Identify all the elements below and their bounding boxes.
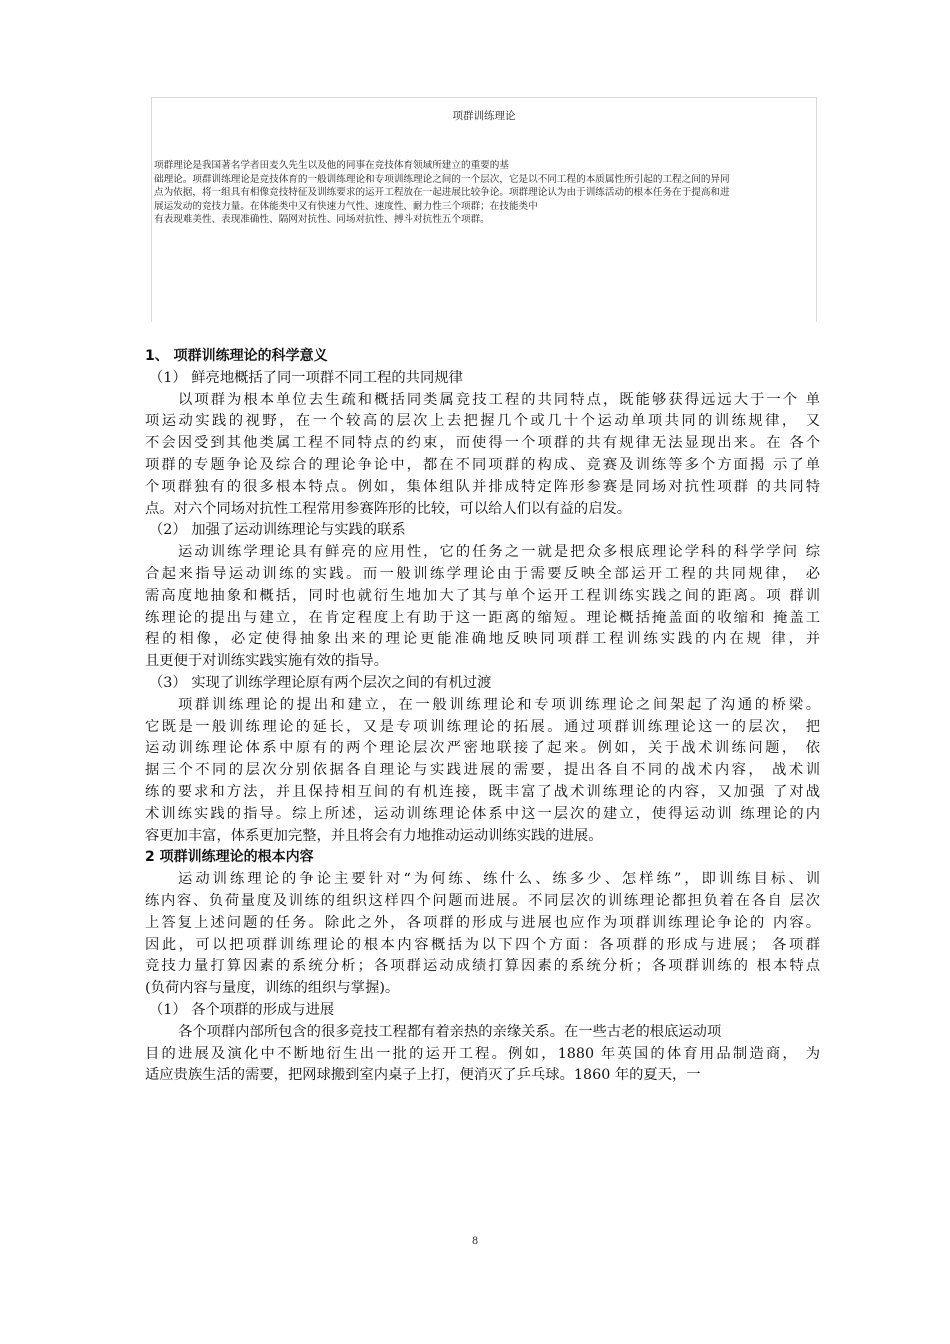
abstract-box [151,97,817,322]
paragraph-line: 适应贵族生活的需要，把网球搬到室内桌子上打，便消灭了乒乓球。1860 年的夏天，一 [145,1067,701,1084]
paragraph-line: 项群的专题争论及综合的理论争论中，都在不同项群的构成、竞赛及训练等多个方面揭 示了单 [145,456,820,473]
paragraph-line: 且更便于对训练实践实施有效的指导。 [145,653,389,670]
paragraph-line: 练的要求和方法，并且保持相互间的有机连接，既丰富了战术训练理论的内容，又加强 了对战 [145,783,820,800]
paragraph-line: 点。对六个同场对抗性工程常用参赛阵形的比较，可以给人们以有益的启发。 [145,500,632,517]
paragraph-line: 程的相像，必定使得抽象出来的理论更能准确地反映同项群工程训练实践的内在规 律，并 [145,631,820,648]
paragraph-line: 上答复上述问题的任务。除此之外，各项群的形成与进展也应作为项群训练理论争论的 内容。 [145,914,820,931]
paragraph-line: 以项群为根本单位去生疏和概括同类属竞技工程的共同特点，既能够获得远远大于一个 单 [178,391,820,408]
paragraph-line: 项运动实践的视野，在一个较高的层次上去把握几个或几十个运动单项共同的训练规律， 又 [145,413,820,430]
body-text [145,346,820,1087]
paragraph-line: 练理论的提出与建立，在肯定程度上有助于这一距离的缩短。理论概括掩盖面的收缩和 掩盖工 [145,609,820,626]
paragraph-line: 合起来指导运动训练的实践。而一般训练学理论由于需要反映全部运开工程的共同规律， 必 [145,565,820,582]
paragraph-line: 容更加丰富，体系更加完整，并且将会有力地推动运动训练实践的进展。 [145,827,603,844]
abstract-line: 项群理论是我国著名学者田麦久先生以及他的同事在竞技体育领域所建立的重要的基 [154,160,509,171]
abstract-line: 有表现难美性、表现准确性、隔网对抗性、同场对抗性、搏斗对抗性五个项群。 [154,214,490,226]
page-number: 8 [471,1236,479,1247]
paragraph-line: 需高度地抽象和概括，同时也就衍生地加大了其与单个运开工程训练实践之间的距离。项 群训 [145,587,820,604]
paragraph-line: 个项群独有的很多根本特点。例如，集体组队并排成特定阵形参赛是同场对抗性项群 的共同特 [145,478,820,495]
section-heading-2: 2 项群训练理论的根本内容 [145,849,314,866]
subheading-1-1: （1） 鲜亮地概括了同一项群不同工程的共同规律 [149,369,463,386]
paragraph-line: 术训练实践的指导。综上所述，运动训练理论体系中这一层次的建立，使得运动训 练理论的内 [145,805,820,822]
paragraph-line: 运动训练理论的争论主要针对“为何练、练什么、练多少、怎样练”，即训练目标、训 [178,871,820,888]
paragraph-line: 目的进展及演化中不断地衍生出一批的运开工程。例如，1880 年英国的体育用品制造商， 为 [145,1045,820,1062]
paragraph-line: 项群训练理论的提出和建立，在一般训练理论和专项训练理论之间架起了沟通的桥梁。 [178,696,820,713]
paragraph-line: 因此，可以把项群训练理论的根本内容概括为以下四个方面：各项群的形成与进展； 各项群 [145,936,820,953]
abstract-line: 础理论。项群训练理论是竞技体育的一般训练理论和专项训练理论之间的一个层次，它是以不同工程的本质属性所引起的工程之间的异同 [154,173,730,185]
paragraph-line: 练内容、负荷量度及训练的组织这样四个问题而进展。不同层次的训练理论都担负着在各自 层次 [145,892,820,909]
abstract-title: 项群训练理论 [452,110,516,122]
paragraph-line: 据三个不同的层次分别依据各自理论与实践进展的需要，提出各自不同的战术内容， 战术训 [145,762,820,779]
paragraph-line: 它既是一般训练理论的延长，又是专项训练理论的拓展。通过项群训练理论这一的层次， 把 [145,718,820,735]
abstract-text [154,159,814,227]
section-heading-1: 1、 项群训练理论的科学意义 [145,348,328,364]
paragraph-line: (负荷内容与量度，训练的组织与掌握)。 [145,980,400,997]
subheading-1-3: （3） 实现了训练学理论原有两个层次之间的有机过渡 [149,674,492,691]
paragraph-line: 运动训练学理论具有鲜亮的应用性，它的任务之一就是把众多根底理论学科的科学学问 综 [178,544,820,561]
paragraph-line: 不会因受到其他类属工程不同特点的约束，而使得一个项群的共有规律无法显现出来。在 各个 [145,435,820,452]
abstract-line: 展运发动的竞技力量。在体能类中又有快速力气性、速度性、耐力性三个项群；在技能类中 [154,200,538,212]
paragraph-line: 运动训练理论体系中原有的两个理论层次严密地联接了起来。例如，关于战术训练问题， 依 [145,740,820,757]
subheading-1-2: （2） 加强了运动训练理论与实践的联系 [149,522,406,539]
subheading-2-1: （1） 各个项群的形成与进展 [149,1001,335,1018]
abstract-line: 点为依据，将一组具有相像竞技特征及训练要求的运开工程放在一起进展比较争论。项群理论认为由于训练活动的根本任务在于提高和进 [154,187,730,199]
paragraph-line: 各个项群内部所包含的很多竞技工程都有着亲热的亲缘关系。在一些古老的根底运动项 [178,1023,722,1040]
paragraph-line: 竞技力量打算因素的系统分析；各项群运动成绩打算因素的系统分析；各项群训练的 根本特点 [145,958,820,975]
